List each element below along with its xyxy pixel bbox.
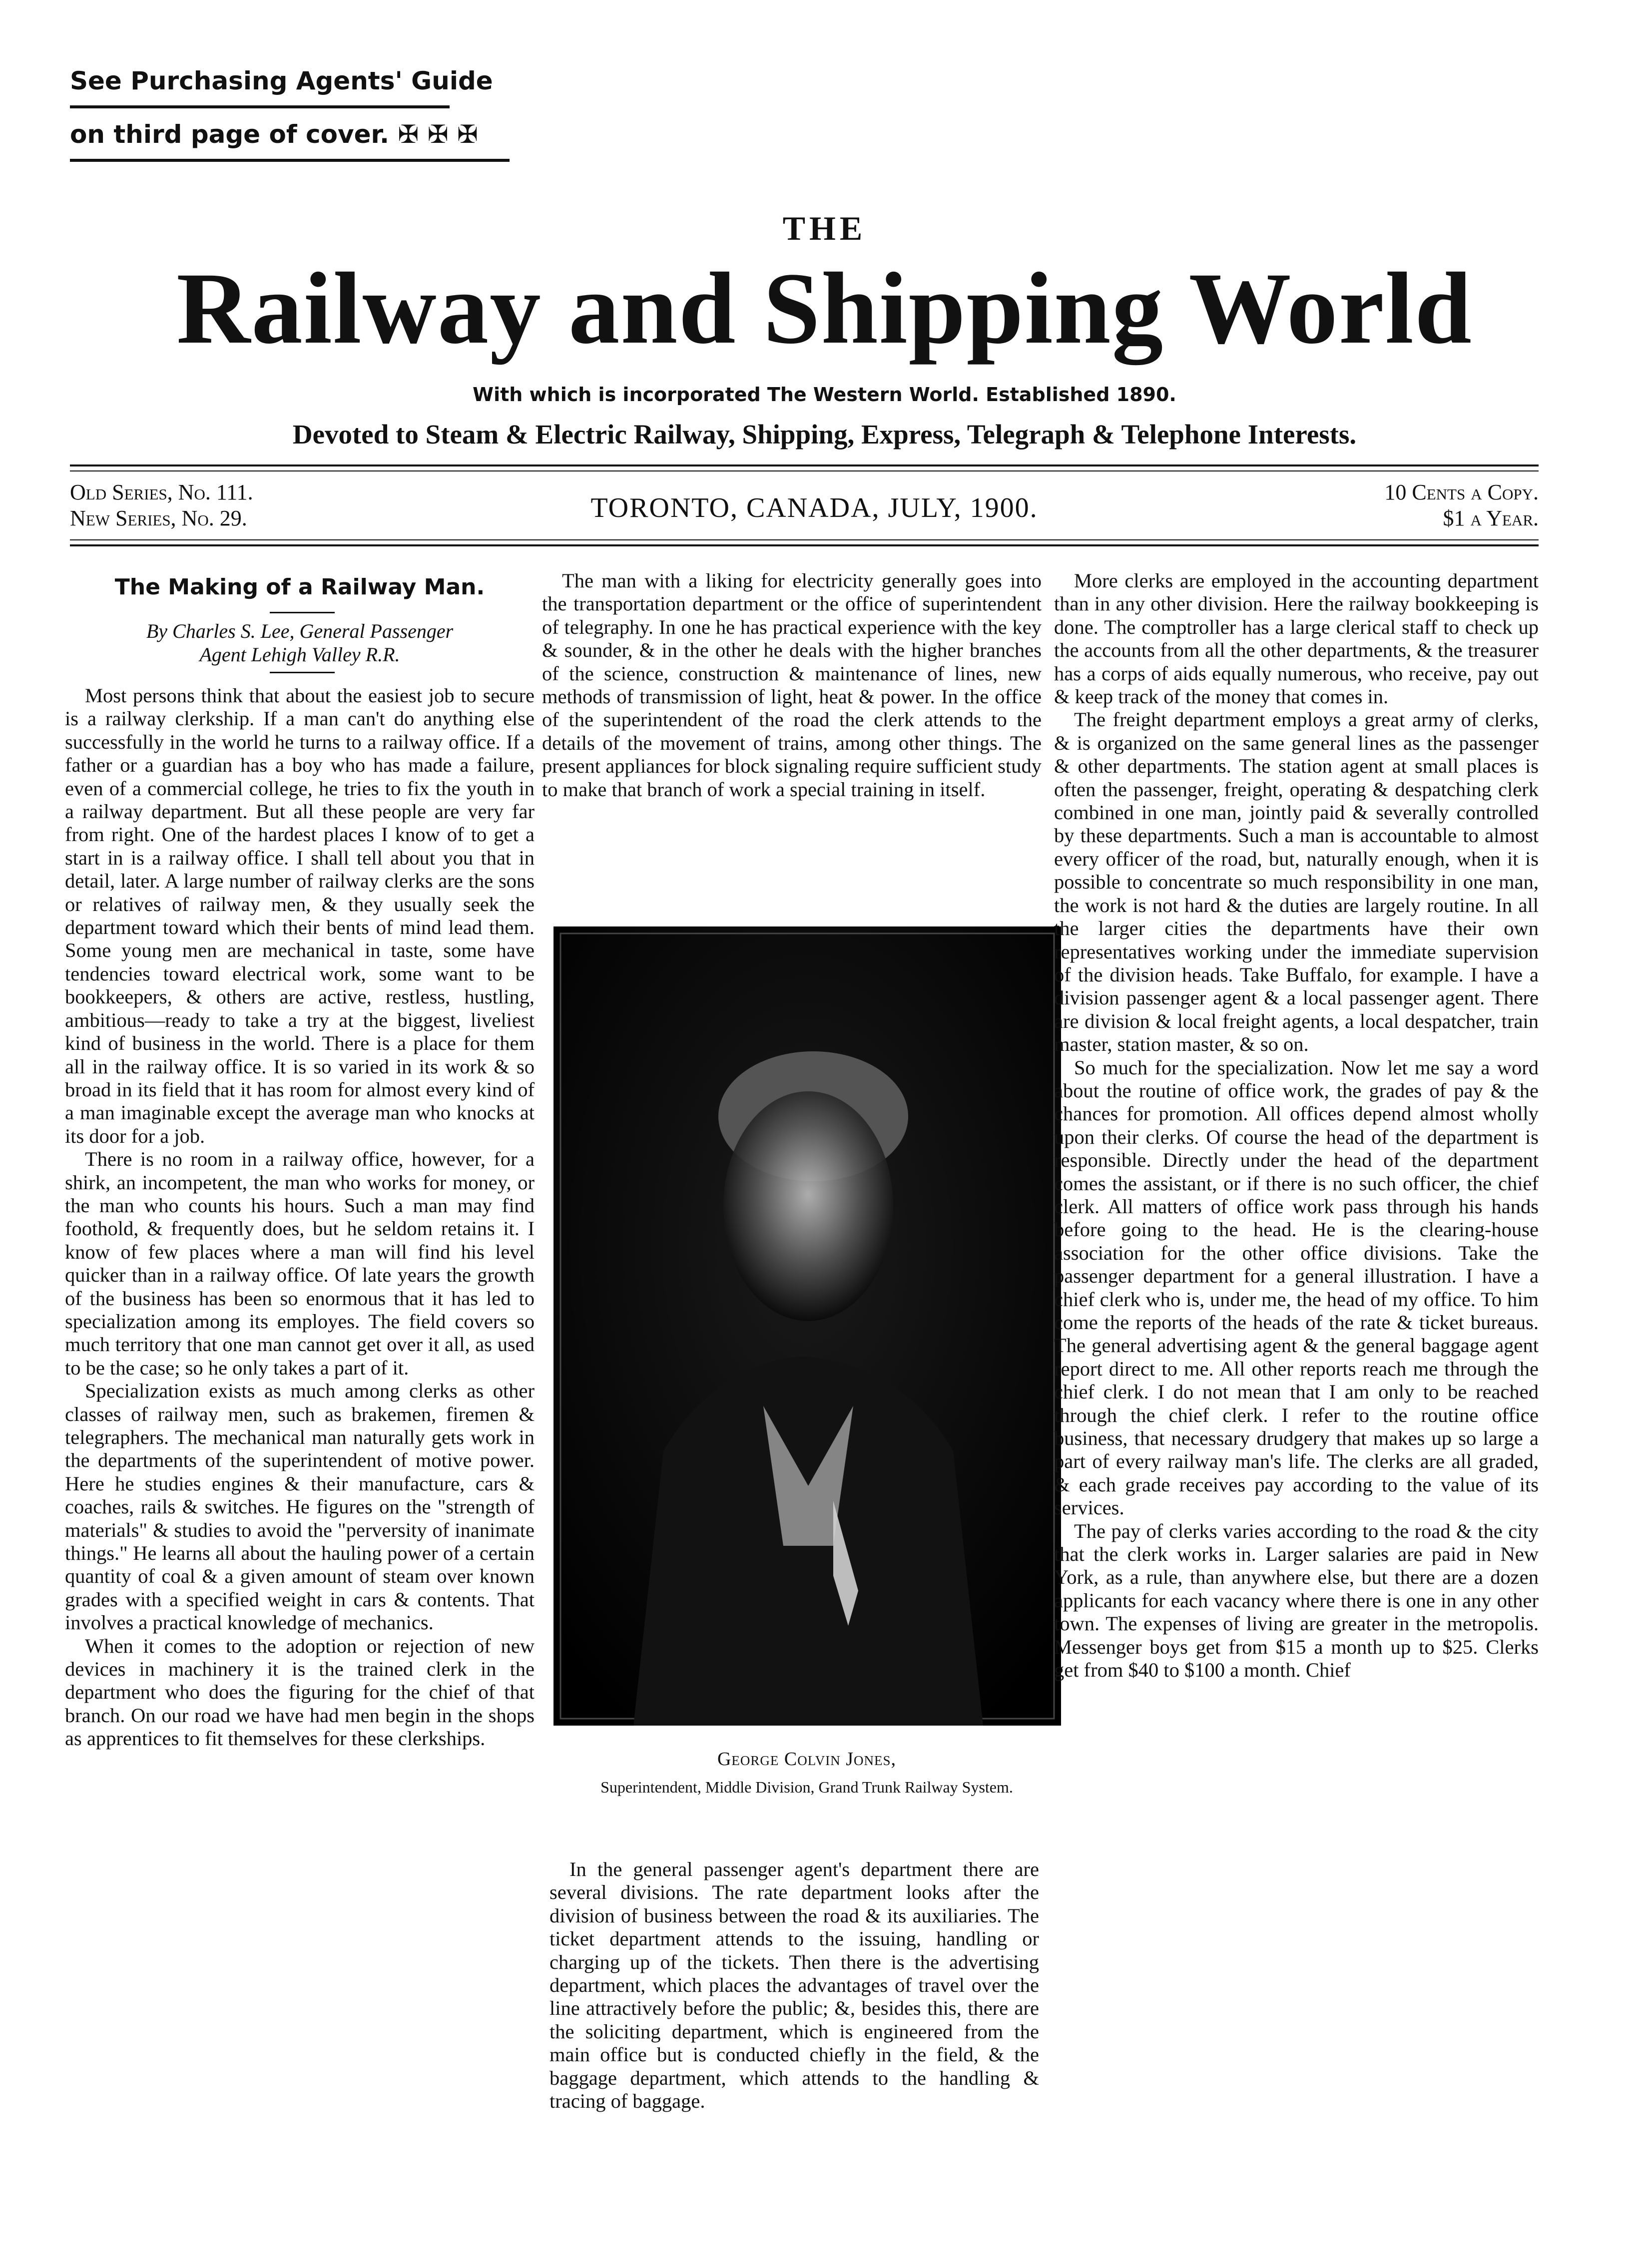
masthead-incorporated-line: With which is incorporated The Western World. Established 1890. <box>473 384 1176 406</box>
masthead-title: Railway and Shipping World <box>176 252 1473 365</box>
photo-caption-title: Superintendent, Middle Division, Grand Trunk Railway System. <box>600 1778 1013 1796</box>
place-date: TORONTO, CANADA, JULY, 1900. <box>590 492 1038 523</box>
byline-line-1: By Charles S. Lee, General Passenger <box>146 620 454 642</box>
col3-paragraph: The freight department employs a great army of clerks, & is organized on the same general lines as the passenger & other departments. The station agent at small places is often the passenger, freight, operating & despatching clerk combined in one man, jointly paid & severally controlled by these departments. Such a man is accountable to almost every officer of the road, but, naturally enough, when it is possible to concentrate so much responsibility in one man, the work is not hard & the duties are largely routine. In all the larger cities the departments have their own representatives working under the immediate supervision of the division heads. Take Buffalo, for example. I have a division passenger agent & a local passenger agent. There are division & local freight agents, a local despatcher, train master, station master, & so on. <box>1054 708 1539 1056</box>
header-rule-top-2 <box>70 470 1539 471</box>
title-divider <box>270 612 335 613</box>
masthead-the: THE <box>782 209 867 247</box>
article-byline <box>65 619 535 666</box>
header-rule-top <box>70 464 1539 466</box>
col1-paragraph: Specialization exists as much among clerks as other classes of railway men, such as brakemen, firemen & telegraphers. The mechanical man naturally gets work in the departments of the superintendent of motive power. Here he studies engines & their manufacture, cars & coaches, rails & switches. He figures on the "strength of materials" & studies to avoid the "perversity of inanimate things." He learns all about the hauling power of a certain quantity of coal & a given amount of steam over known grades with a specified weight in cars & contents. That involves a practical knowledge of mechanics. <box>65 1379 535 1634</box>
header-rule-bottom-2 <box>70 544 1539 546</box>
col2-paragraph: The man with a liking for electricity generally goes into the transportation department or the office of superintendent of telegraphy. In one he has practical experience with the key & sounder, & in the other he deals with the higher branches of the science, construction & maintenance of lines, new methods of transmission of light, heat & power. In the office of the superintendent of the road the clerk attends to the details of the movement of trains, among other things. The present appliances for block signaling require sufficient study to make that branch of work a special training in itself. <box>542 569 1042 801</box>
col2b-paragraph: In the general passenger agent's department there are several divisions. The rate department looks after the division of business between the road & its auxiliaries. The ticket department attends to the issuing, handling or charging up of the tickets. Then there is the advertising department, which places the advantages of travel over the line attractively before the public; &, besides this, there are the soliciting department, which is engineered from the main office but is conducted chiefly in the field, & the baggage department, which attends to the handling & tracing of baggage. <box>550 1858 1039 2113</box>
col1-paragraph: Most persons think that about the easiest job to secure is a railway clerkship. If a man can't do anything else successfully in the world he turns to a railway office. If a father or a guardian has a boy who has made a failure, even of a commercial college, he tries to fix the youth in a railway department. But all these people are very far from right. One of the hardest places I know of to get a start in is a railway office. I shall tell about you that in detail, later. A large number of railway clerks are the sons or relatives of railway men, & they usually seek the department toward which their bents of mind lead them. Some young men are mechanical in taste, some have tendencies toward electrical work, some want to be bookkeepers, & others are active, restless, hustling, ambitious—ready to take a try at the biggest, liveliest kind of business in the world. There is a place for them all in the railway office. It is so varied in its work & so broad in its field that it has room for almost every kind of a man imaginable except the average man who knocks at its door for a job. <box>65 684 535 1147</box>
col1-paragraph: When it comes to the adoption or rejection of new devices in machinery it is the trained clerk in the department who does the figuring for the chief of that branch. On our road we have had men begin in the shops as apprentices to fit themselves for these clerkships. <box>65 1634 535 1750</box>
old-series: Old Series, No. 111. <box>70 480 253 504</box>
notice-rule <box>70 105 450 108</box>
portrait-image <box>553 926 1061 1726</box>
price-year: $1 a Year. <box>1443 505 1539 530</box>
series-numbers <box>70 479 420 531</box>
col3-paragraph: The pay of clerks varies according to the road & the city that the clerk works in. Larger salaries are paid in New York, as a rule, than anywhere else, but there are a dozen applicants for each vacancy where there is one in any other town. The expenses of living are greater in the metropolis. Messenger boys get from $15 a month up to $25. Clerks get from $40 to $100 a month. Chief <box>1054 1519 1539 1682</box>
price-copy: 10 Cents a Copy. <box>1384 480 1539 504</box>
col3-paragraph: More clerks are employed in the accounting department than in any other division. Here the railway bookkeeping is done. The comptroller has a large clerical staff to check up the accounts from all the other departments, & the treasurer has a corps of aids equally numerous, who receive, pay out & keep track of the money that comes in. <box>1054 569 1539 708</box>
purchasing-guide-notice <box>70 60 510 162</box>
header-rule-bottom <box>70 539 1539 540</box>
portrait-photo <box>553 926 1061 1726</box>
article-column-2-bottom <box>550 1858 1039 2113</box>
article-column-3 <box>1054 569 1539 1682</box>
col3-paragraph: So much for the specialization. Now let me say a word about the routine of office work, the grades of pay & the chances for promotion. All offices depend almost wholly upon their clerks. Of course the head of the department is responsible. Directly under the head of the department comes the assistant, or if there is no such officer, the chief clerk. All matters of office work pass through his hands before going to the head. He is the clearing-house association for the other office divisions. Take the passenger department for a general illustration. I have a chief clerk who is, under me, the head of my office. To him come the reports of the heads of the rate & ticket bureaus. The general advertising agent & the general baggage agent report direct to me. All other reports reach me through the chief clerk. I do not mean that I am only to be reached through the chief clerk. I refer to the routine office business, that necessary drudgery that makes up so large a part of every railway man's life. The clerks are all graded, & each grade receives pay according to the value of its services. <box>1054 1056 1539 1519</box>
masthead-devoted-line: Devoted to Steam & Electric Railway, Shipping, Express, Telegraph & Telephone Interests. <box>292 419 1357 450</box>
byline-line-2: Agent Lehigh Valley R.R. <box>199 643 400 666</box>
article-column-2-top <box>542 569 1042 801</box>
price-info <box>1279 479 1539 531</box>
new-series: New Series, No. 29. <box>70 505 247 530</box>
notice-line-2: on third page of cover. ✠ ✠ ✠ <box>70 113 510 162</box>
article-title: The Making of a Railway Man. <box>114 574 485 600</box>
article-column-1 <box>65 684 535 1751</box>
photo-caption-name: George Colvin Jones, <box>717 1749 897 1770</box>
notice-line-1: See Purchasing Agents' Guide <box>70 66 493 95</box>
byline-divider <box>270 672 335 673</box>
col1-paragraph: There is no room in a railway office, however, for a shirk, an incompetent, the man who works for money, or the man who counts his hours. Such a man may find foothold, & frequently does, but he seldom retains it. I know of few places where a man will find his level quicker than in a railway office. Of late years the growth of the business has been so enormous that it has led to specialization among its employes. The field covers so much territory that one man cannot get over it all, as used to be the case; so he only takes a part of it. <box>65 1148 535 1379</box>
